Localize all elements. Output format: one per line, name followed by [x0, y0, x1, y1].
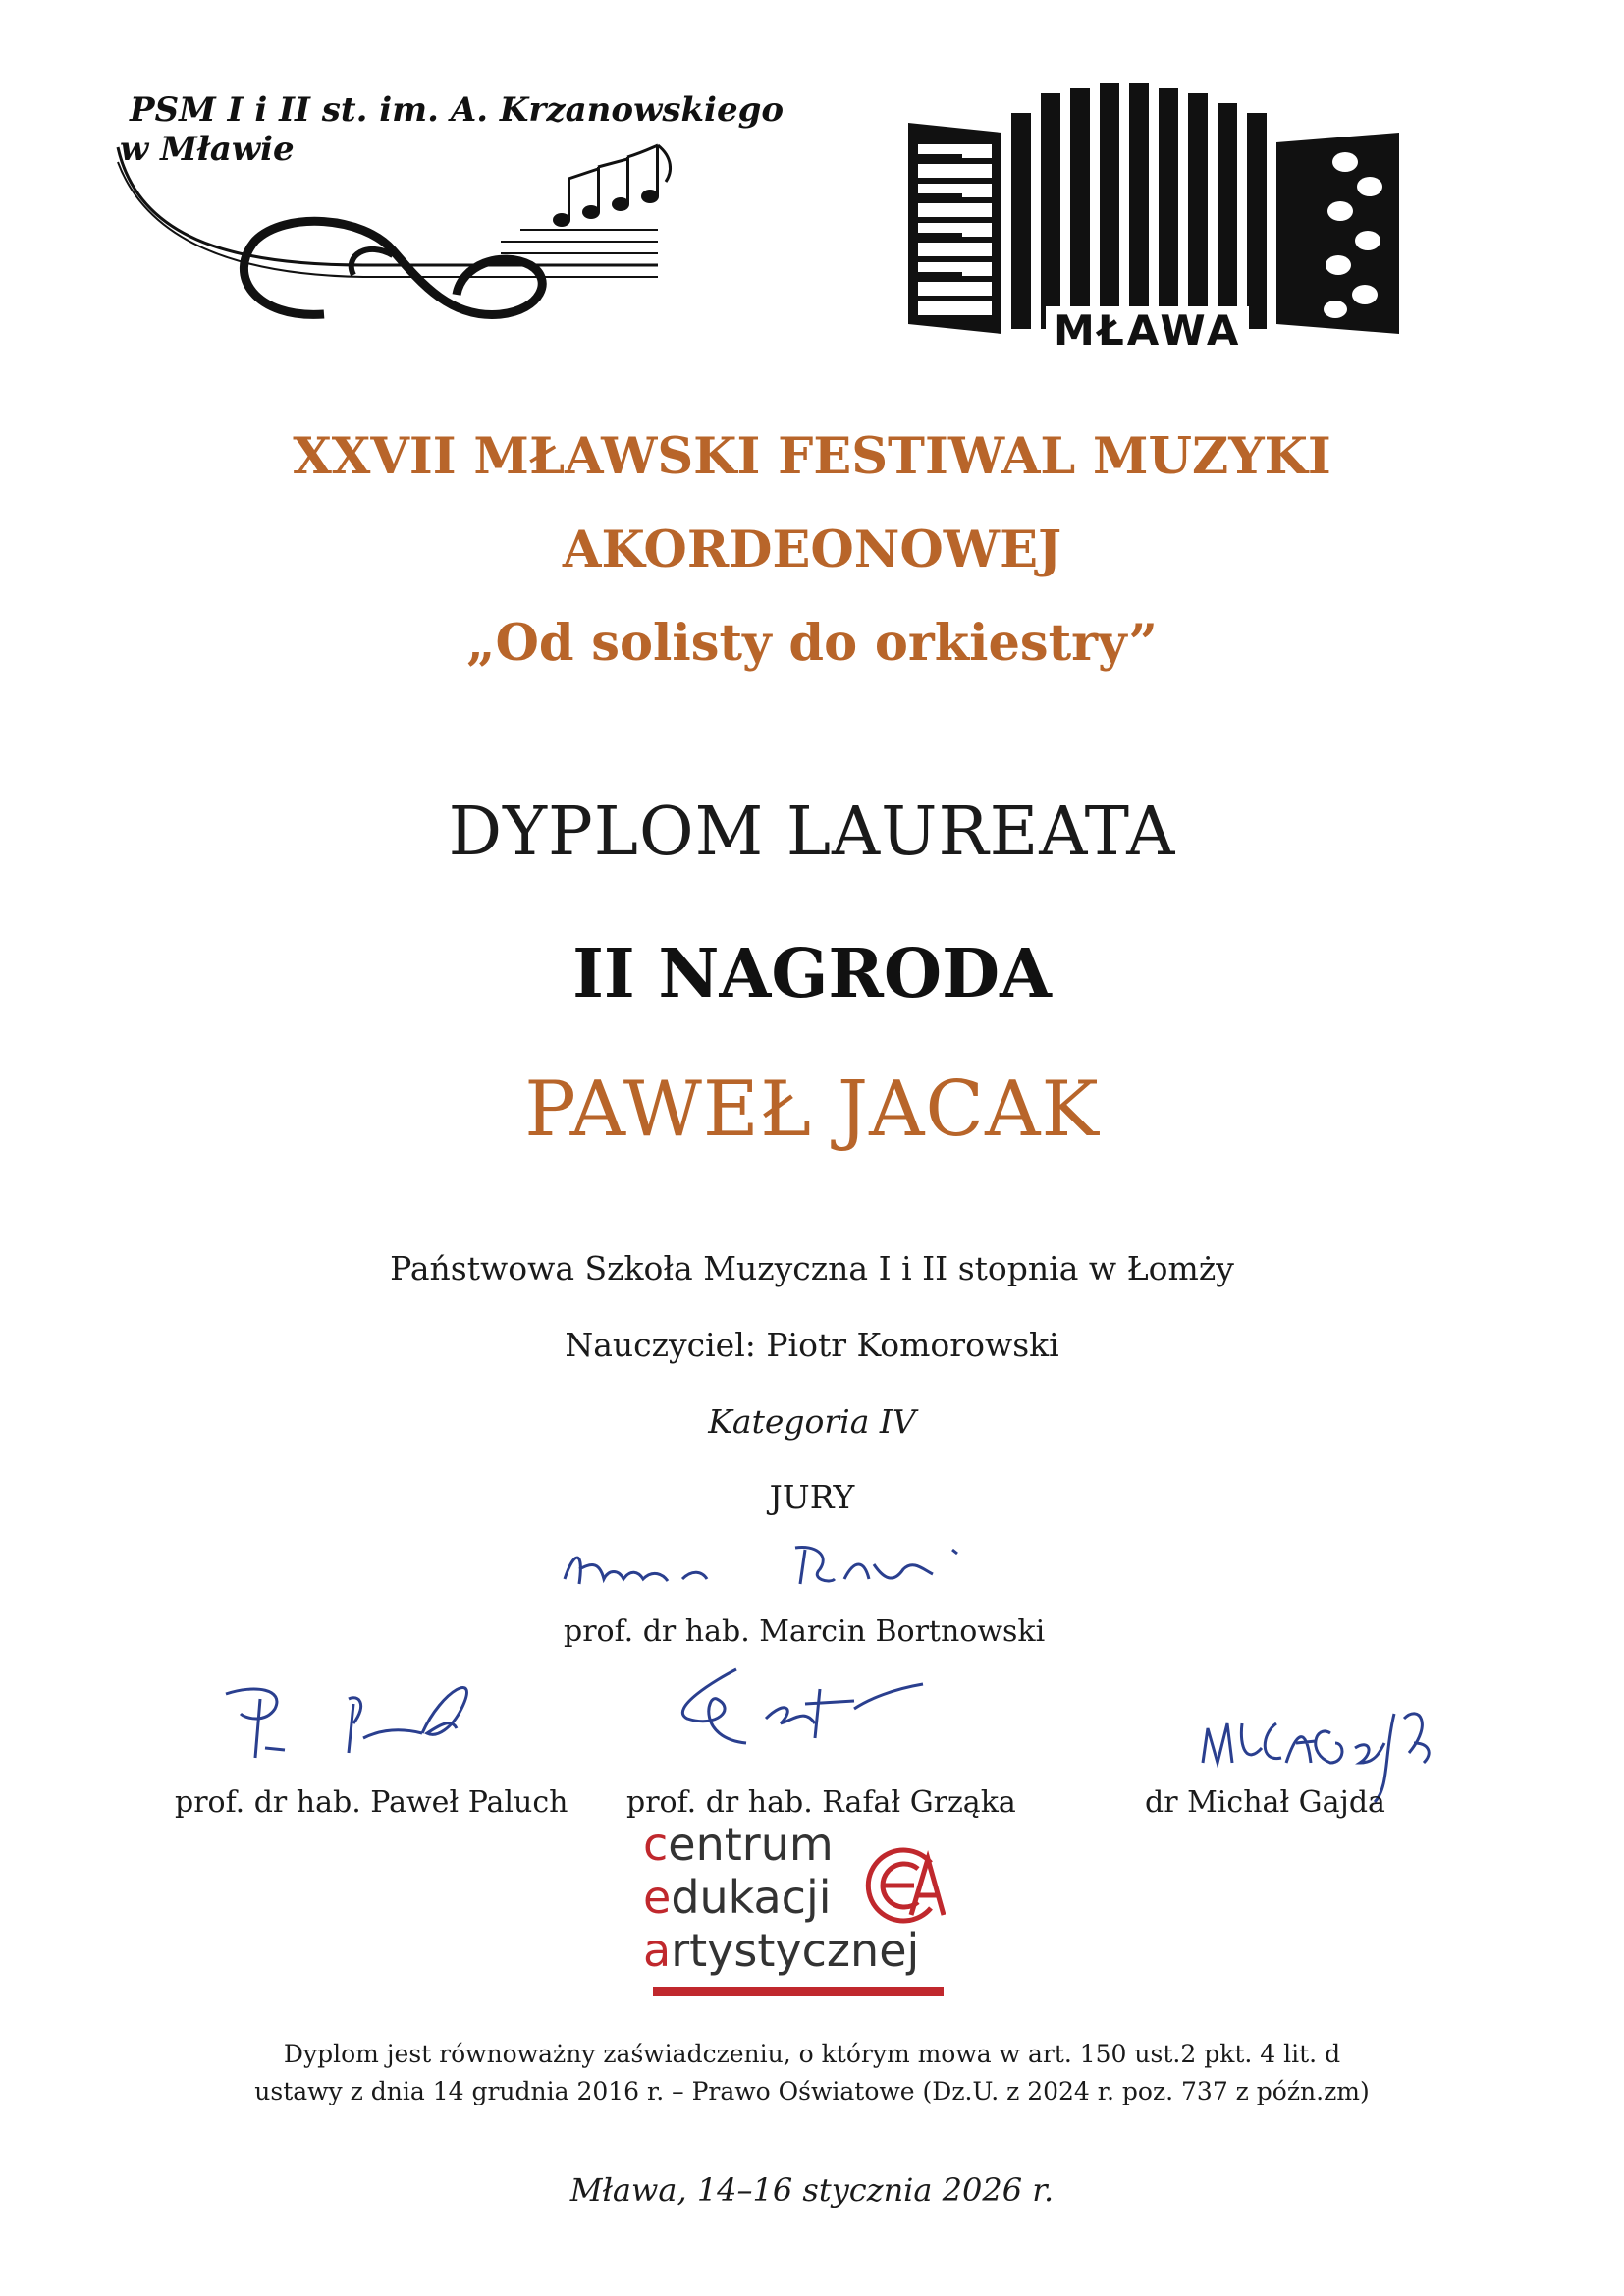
jury-member-name-3: dr Michał Gajda: [1145, 1785, 1385, 1820]
diploma-type: DYPLOM LAUREATA: [448, 793, 1176, 871]
jury-chair-name: prof. dr hab. Marcin Bortnowski: [564, 1614, 1046, 1649]
signature-chair: [560, 1540, 1051, 1609]
signature-member-1: [187, 1669, 511, 1777]
legal-note-line2: ustawy z dnia 14 grudnia 2016 r. – Prawo Oświatowe (Dz.U. z 2024 r. poz. 737 z późn.zm): [254, 2077, 1370, 2105]
school-logo-line1: PSM I i II st. im. A. Krzanowskiego: [130, 90, 785, 130]
prize: II NAGRODA: [572, 935, 1052, 1013]
festival-title-line2: AKORDEONOWEJ: [562, 520, 1062, 579]
category: Kategoria IV: [708, 1402, 916, 1441]
cea-line2: edukacji: [643, 1871, 832, 1924]
festival-logo-city: MŁAWA: [1046, 306, 1249, 355]
cea-line1: centrum: [643, 1818, 834, 1871]
festival-motto: „Od solisty do orkiestry”: [466, 614, 1158, 673]
signature-member-2: [658, 1650, 952, 1768]
cea-line3: artystycznej: [643, 1924, 920, 1977]
jury-member-name-1: prof. dr hab. Paweł Paluch: [175, 1785, 568, 1820]
laureate-name: PAWEŁ JACAK: [524, 1066, 1100, 1154]
cea-logo: [643, 1818, 957, 2000]
school-logo-line2: w Mławie: [120, 130, 295, 169]
jury-member-name-2: prof. dr hab. Rafał Grząka: [626, 1785, 1016, 1820]
teacher: Nauczyciel: Piotr Komorowski: [565, 1326, 1059, 1364]
cea-underline: [653, 1987, 944, 1996]
place-date: Mława, 14–16 stycznia 2026 r.: [569, 2171, 1055, 2209]
school-name: Państwowa Szkoła Muzyczna I i II stopnia w Łomży: [390, 1249, 1234, 1287]
school-logo: [108, 79, 785, 334]
jury-label: JURY: [769, 1478, 855, 1516]
cea-monogram-icon: [857, 1841, 946, 1930]
festival-logo: [889, 54, 1419, 368]
festival-title-line1: XXVII MŁAWSKI FESTIWAL MUZYKI: [293, 427, 1331, 486]
legal-note-line1: Dyplom jest równoważny zaświadczeniu, o którym mowa w art. 150 ust.2 pkt. 4 lit. d: [283, 2040, 1341, 2068]
treble-clef-notes-icon: [108, 118, 736, 334]
